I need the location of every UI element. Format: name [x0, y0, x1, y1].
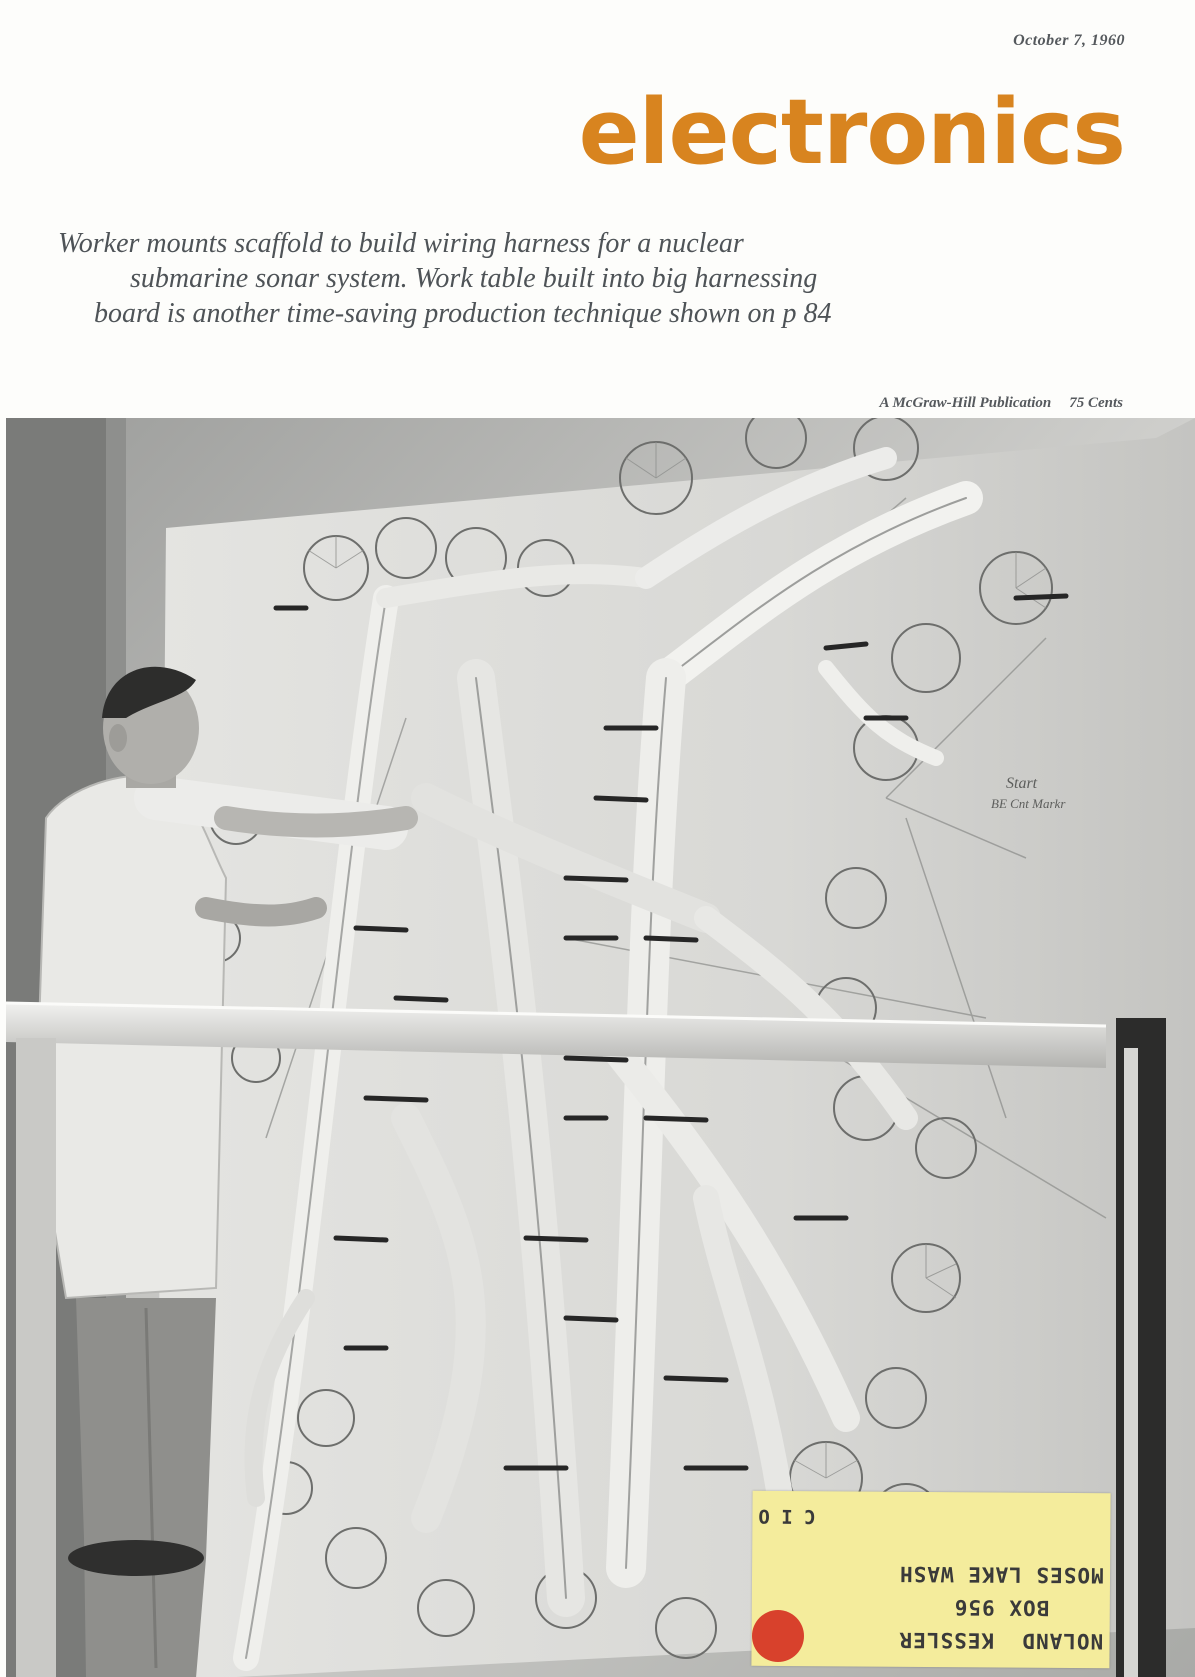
- scaffold-post-left: [16, 1038, 56, 1677]
- cover-caption: [56, 226, 1056, 331]
- label-line: NOLAND KESSLER: [898, 1627, 1104, 1654]
- worker-shoe: [68, 1540, 204, 1576]
- label-line: BOX 956: [954, 1595, 1050, 1620]
- caption-line: submarine sonar system. Work table built into big harnessing: [130, 263, 818, 294]
- wiring-harness-photo: [6, 418, 1195, 1677]
- scaffold-post-right: [1116, 1018, 1166, 1677]
- board-note-marker: BE Cnt Markr: [991, 796, 1066, 811]
- worker-forearm: [226, 818, 406, 826]
- publisher-line: [880, 395, 1123, 412]
- label-line: MOSES LAKE WASH: [899, 1561, 1105, 1588]
- cover-price: 75 Cents: [1069, 395, 1123, 411]
- publisher-name: A McGraw-Hill Publication: [879, 395, 1052, 411]
- cover-photo: [6, 418, 1195, 1677]
- board-note-start: Start: [1006, 775, 1038, 792]
- masthead-logo: electronics: [578, 80, 1125, 185]
- label-line: C I O: [758, 1504, 816, 1528]
- mailing-label: [751, 1491, 1110, 1668]
- red-sticker-dot: [752, 1610, 804, 1662]
- caption-line: board is another time-saving production technique shown on p 84: [94, 298, 832, 329]
- caption-line: Worker mounts scaffold to build wiring harness for a nuclear: [58, 228, 744, 259]
- issue-date: October 7, 1960: [1013, 32, 1125, 49]
